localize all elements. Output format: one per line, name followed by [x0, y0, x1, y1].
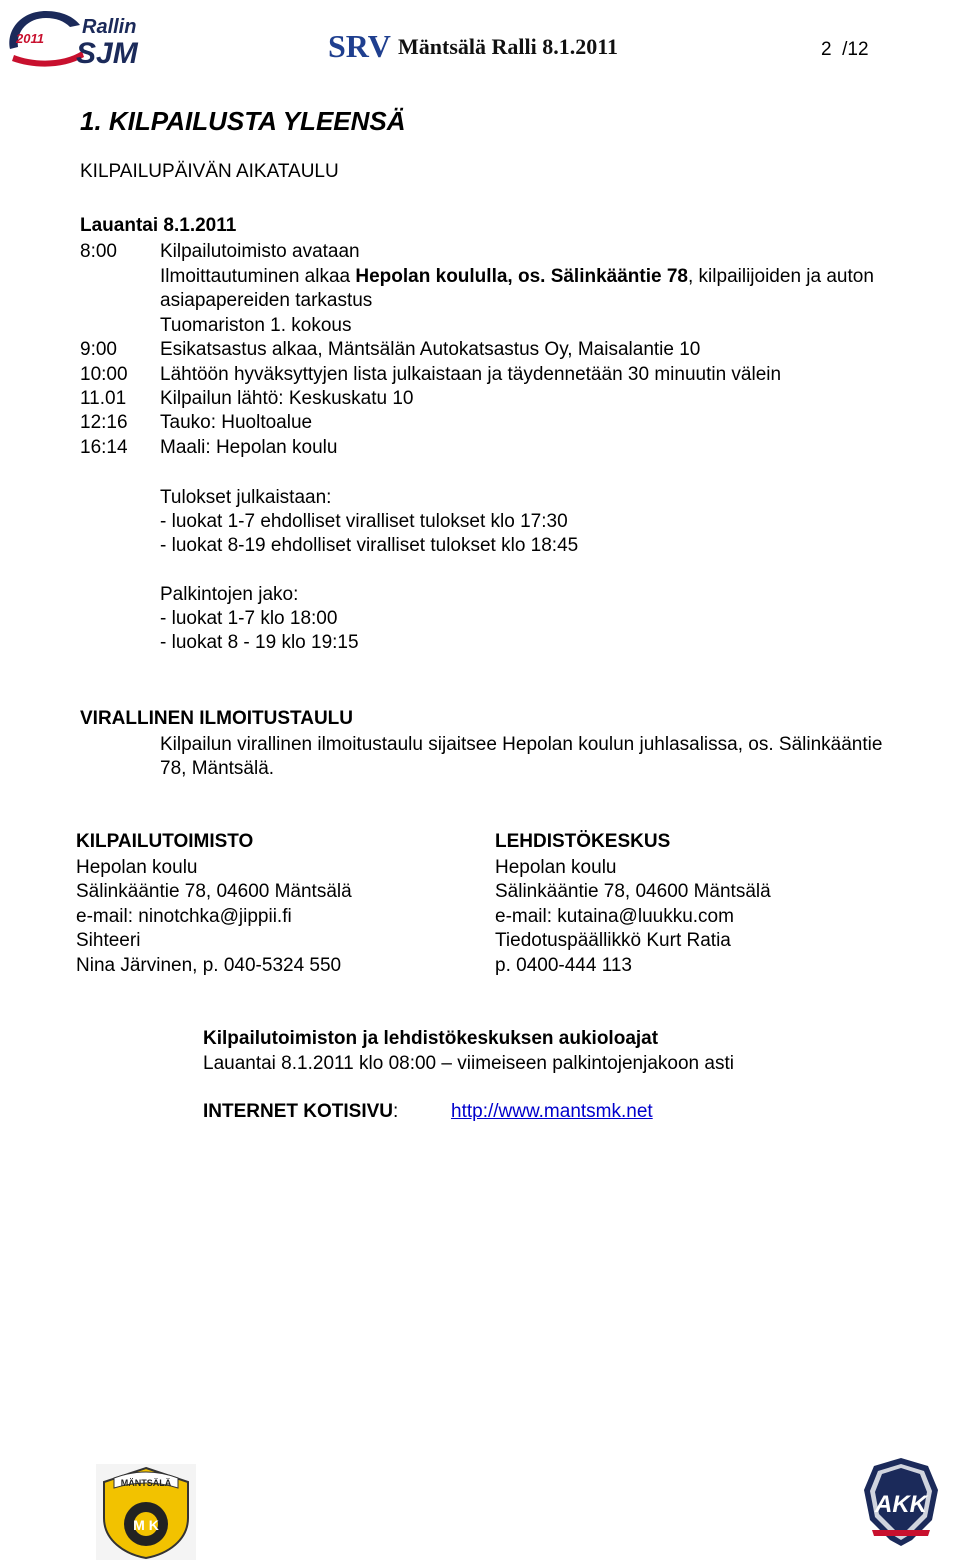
- mk-logo-top-text: MÄNTSÄLÄ: [120, 1478, 172, 1488]
- mantsala-mk-logo-graphic: [96, 1464, 196, 1560]
- rallin-sjm-logo-graphic: [4, 5, 144, 71]
- mk-logo-letters: M K: [133, 1517, 159, 1533]
- schedule-time: 11.01: [80, 388, 127, 409]
- schedule-text: Kilpailutoimisto avataan: [160, 241, 360, 262]
- office-heading: KILPAILUTOIMISTO: [76, 831, 254, 852]
- logo-line2: SJM: [76, 37, 138, 70]
- page-total: /12: [842, 39, 869, 60]
- press-line: Tiedotuspäällikkö Kurt Ratia: [495, 930, 731, 951]
- akk-logo: [858, 1456, 944, 1548]
- schedule-text-post: , kilpailijoiden ja auton: [688, 266, 874, 287]
- results-heading: Tulokset julkaistaan:: [160, 487, 332, 508]
- schedule-text-bold: Hepolan koululla, os. Sälinkääntie 78: [355, 266, 688, 287]
- srv-logo: [328, 28, 400, 62]
- logo-year: 2011: [16, 31, 44, 46]
- internet-label-text: INTERNET KOTISIVU: [203, 1101, 394, 1122]
- rallin-sjm-logo: [4, 5, 144, 71]
- schedule-time: 10:00: [80, 364, 128, 385]
- press-heading: LEHDISTÖKESKUS: [495, 831, 671, 852]
- akk-logo-graphic: [858, 1456, 944, 1548]
- schedule-text: Maali: Hepolan koulu: [160, 437, 338, 458]
- office-line: Sälinkääntie 78, 04600 Mäntsälä: [76, 881, 352, 902]
- schedule-time: 8:00: [80, 241, 117, 262]
- internet-label-colon: :: [393, 1101, 399, 1122]
- press-line: Sälinkääntie 78, 04600 Mäntsälä: [495, 881, 771, 902]
- schedule-time: 12:16: [80, 412, 128, 433]
- schedule-text: asiapapereiden tarkastus: [160, 290, 373, 311]
- mantsala-mk-logo: [96, 1464, 196, 1560]
- schedule-text: Esikatsastus alkaa, Mäntsälän Autokatsastus Oy, Maisalantie 10: [160, 339, 701, 360]
- hours-text: Lauantai 8.1.2011 klo 08:00 – viimeiseen palkintojenjakoon asti: [203, 1053, 734, 1074]
- hours-heading: Kilpailutoimiston ja lehdistökeskuksen aukioloajat: [203, 1028, 659, 1049]
- schedule-time: 16:14: [80, 437, 128, 458]
- schedule-text: Tuomariston 1. kokous: [160, 315, 352, 336]
- press-line: p. 0400-444 113: [495, 955, 632, 976]
- office-line: Nina Järvinen, p. 040-5324 550: [76, 955, 342, 976]
- notice-board-heading: VIRALLINEN ILMOITUSTAULU: [80, 708, 354, 729]
- schedule-time: 9:00: [80, 339, 117, 360]
- schedule-date: Lauantai 8.1.2011: [80, 215, 237, 236]
- results-item: - luokat 8-19 ehdolliset viralliset tulokset klo 18:45: [160, 535, 579, 556]
- page-number: 2: [821, 39, 832, 60]
- logo-line1: Rallin: [82, 16, 137, 38]
- office-line: Hepolan koulu: [76, 857, 198, 878]
- srv-logo-graphic: [328, 28, 400, 62]
- akk-logo-text: AKK: [875, 1491, 927, 1518]
- awards-heading: Palkintojen jako:: [160, 584, 299, 605]
- press-line: Hepolan koulu: [495, 857, 617, 878]
- schedule-text: Tauko: Huoltoalue: [160, 412, 313, 433]
- awards-item: - luokat 1-7 klo 18:00: [160, 608, 338, 629]
- office-email: e-mail: ninotchka@jippii.fi: [76, 906, 292, 927]
- header-title: Mäntsälä Ralli 8.1.2011: [398, 34, 619, 59]
- schedule-heading: KILPAILUPÄIVÄN AIKATAULU: [80, 161, 339, 182]
- homepage-link[interactable]: http://www.mantsmk.net: [451, 1101, 653, 1122]
- srv-logo-text: SRV: [328, 28, 391, 62]
- page-indicator: [821, 39, 869, 61]
- schedule-text: Kilpailun lähtö: Keskuskatu 10: [160, 388, 414, 409]
- notice-board-line: 78, Mäntsälä.: [160, 758, 275, 779]
- office-line: Sihteeri: [76, 930, 141, 951]
- schedule-text-pre: Ilmoittautuminen alkaa: [160, 266, 356, 287]
- section-title: 1. KILPAILUSTA YLEENSÄ: [80, 106, 406, 136]
- schedule-text: [160, 265, 874, 290]
- awards-item: - luokat 8 - 19 klo 19:15: [160, 632, 359, 653]
- notice-board-line: Kilpailun virallinen ilmoitustaulu sijaitsee Hepolan koulun juhlasalissa, os. Sälinkääntie: [160, 734, 883, 755]
- schedule-text: Lähtöön hyväksyttyjen lista julkaistaan ja täydennetään 30 minuutin välein: [160, 364, 782, 385]
- results-item: - luokat 1-7 ehdolliset viralliset tulokset klo 17:30: [160, 511, 568, 532]
- press-email: e-mail: kutaina@luukku.com: [495, 906, 734, 927]
- internet-label: [203, 1100, 398, 1125]
